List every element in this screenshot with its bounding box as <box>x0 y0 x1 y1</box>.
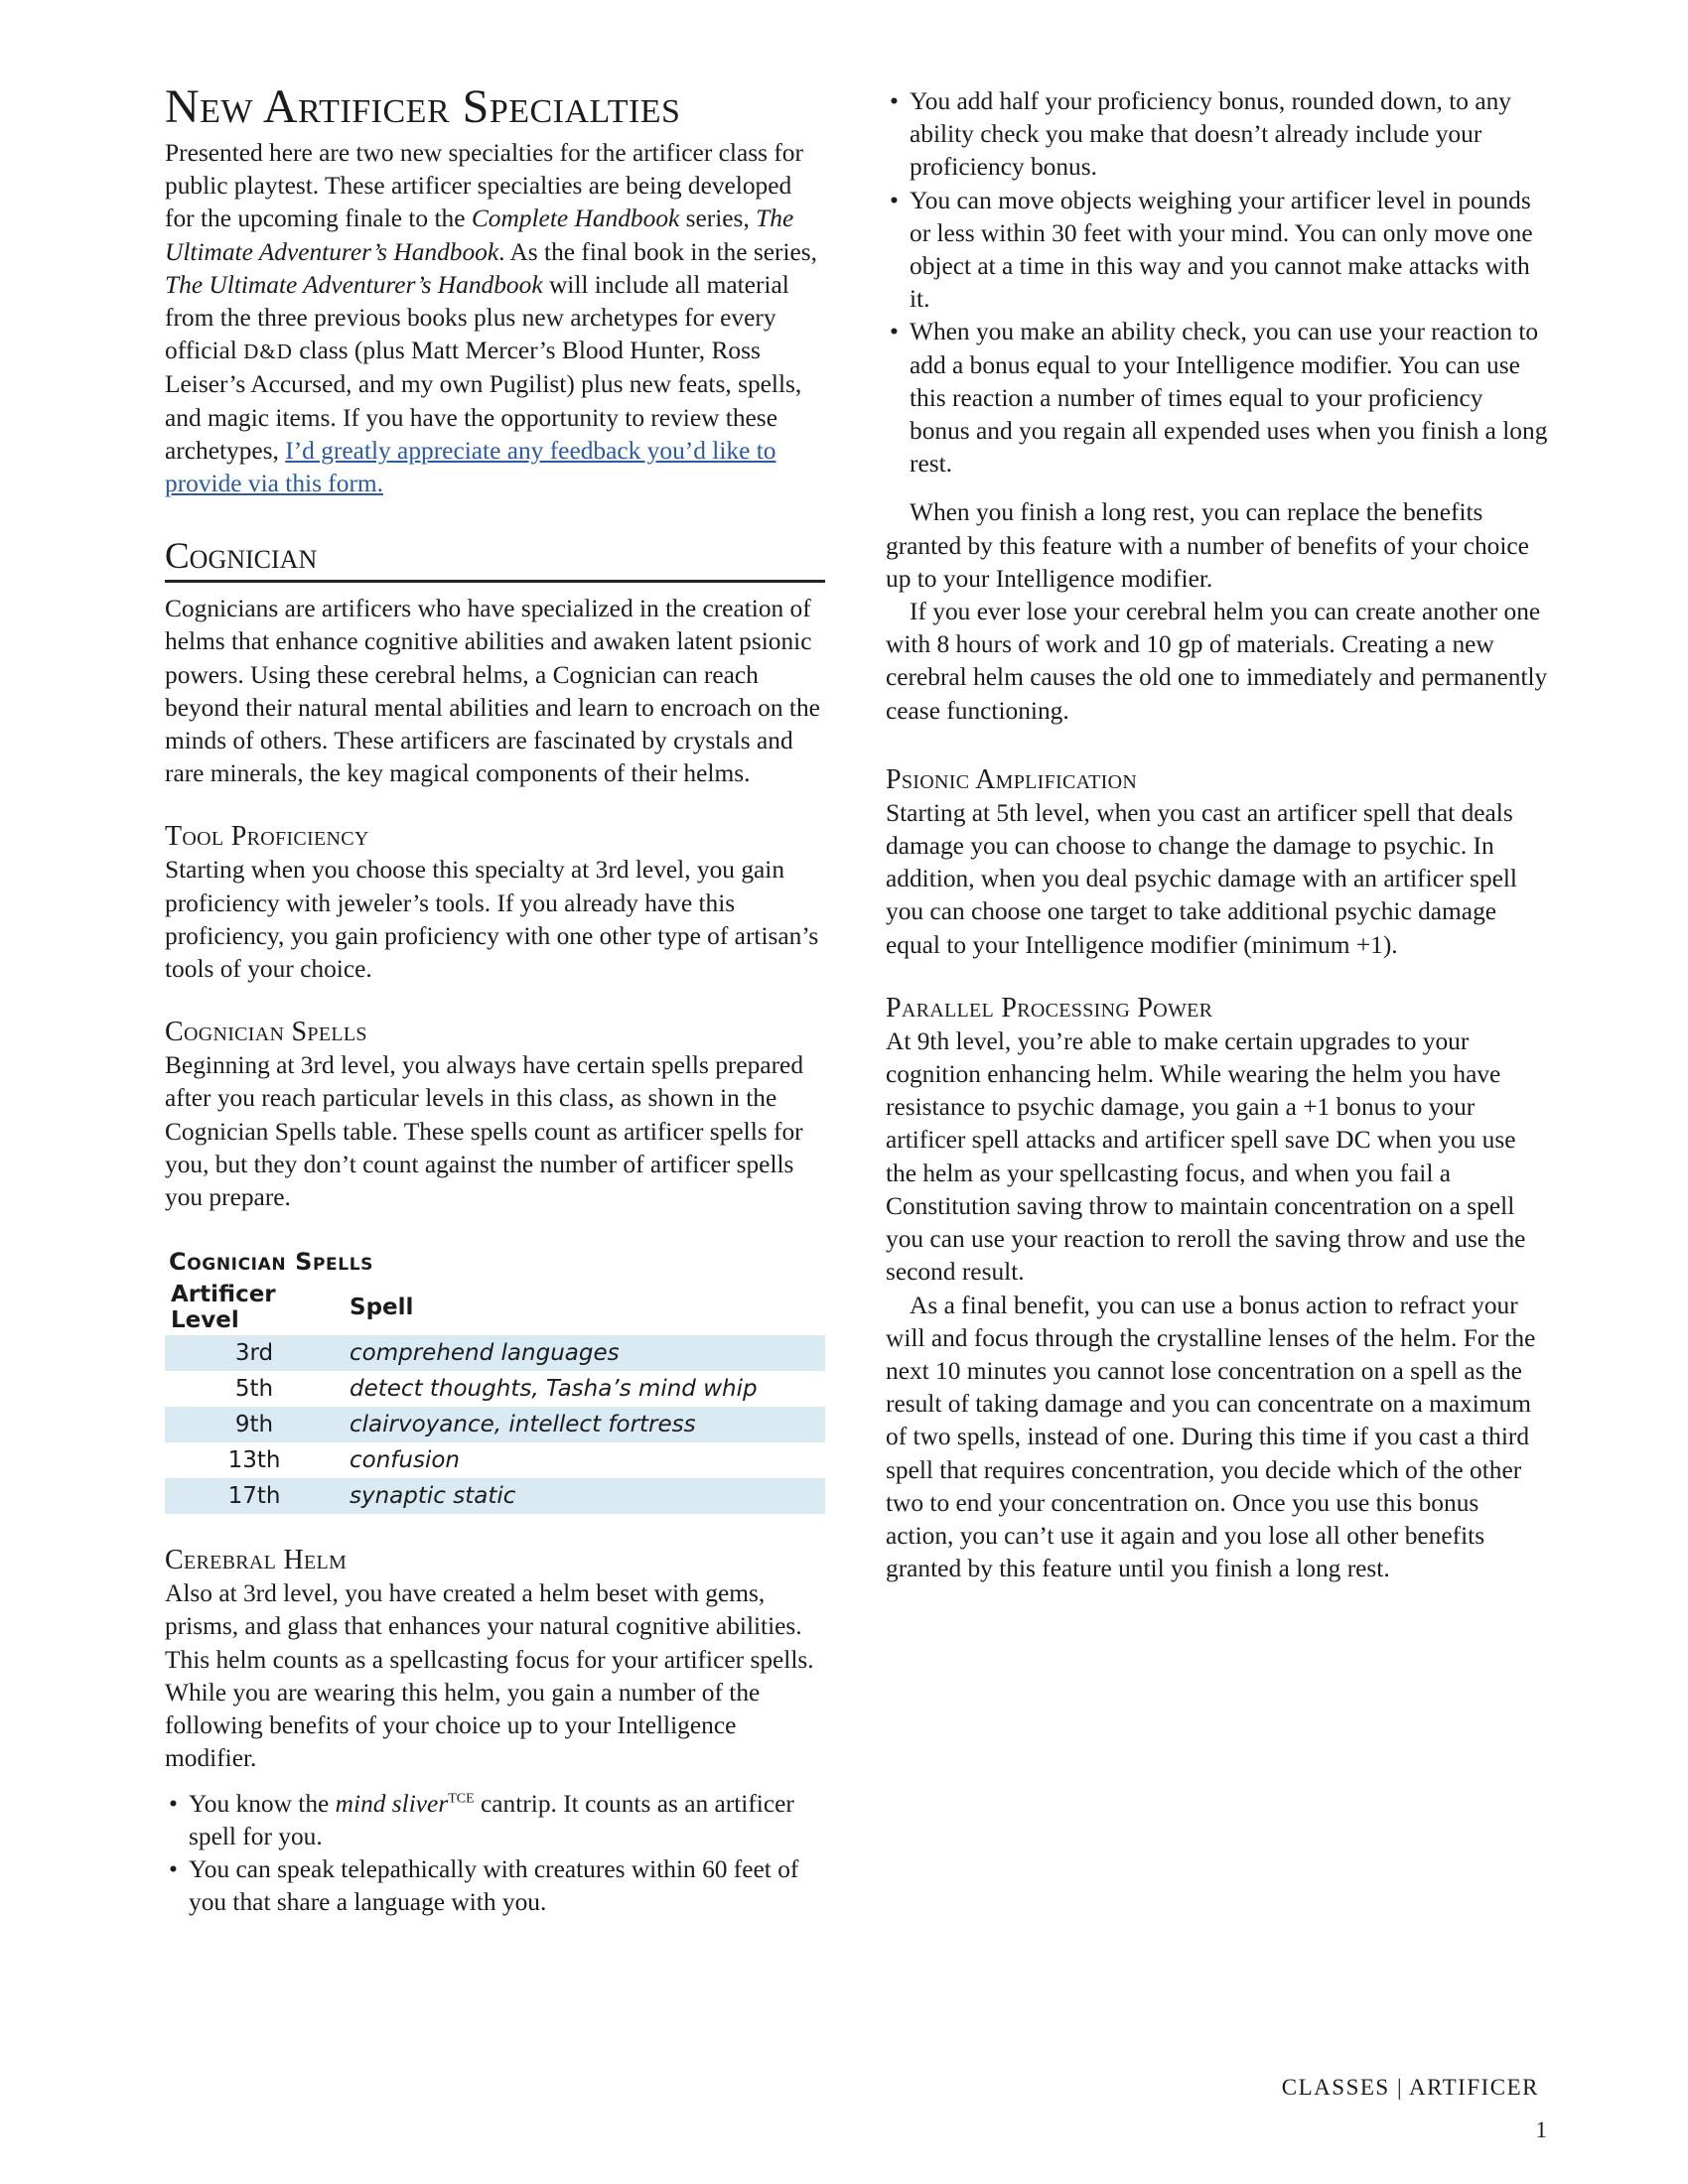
psionic-amplification-text: Starting at 5th level, when you cast an artificer spell that deals damage you can choose to change the damage to psychic. In addition, when you deal psychic damage with an artificer spell you can choose one target to take additional psychic damage equal to your Intelligence modifier (minimum +1). <box>886 798 1517 959</box>
cognician-spells-text: Beginning at 3rd level, you always have certain spells prepared after you reach particular levels in this class, as shown in the Cognician Spells table. These spells count as artificer spells for you, but they don’t count against the number of artificer spells you prepare. <box>165 1051 804 1212</box>
right-column <box>886 85 1549 1585</box>
row-level: 13th <box>227 1447 281 1474</box>
page-number: 1 <box>1535 2117 1547 2142</box>
row-level: 17th <box>165 1478 344 1514</box>
cognician-description: Cognicians are artificers who have specialized in the creation of helms that enhance cognitive abilities and awaken latent psionic powers. Using these cerebral helms, a Cognician can reach beyond their natural mental abilities and learn to encroach on the minds of others. These artificers are fascinated by crystals and rare minerals, the key magical components of their helms. <box>165 595 820 788</box>
bullet-icon: • <box>169 1854 178 1883</box>
list-item: • When you make an ability check, you can use your reaction to add a bonus equal to your Intelligence modifier. You can use this reaction a number of times equal to your proficiency bonus and you regain all expended uses when you finish a long rest. <box>890 318 1548 478</box>
bullet-icon: • <box>890 186 899 214</box>
parallel-processing-text: At 9th level, you’re able to make certain upgrades to your cognition enhancing helm. While wearing the helm you have resistance to psychic damage, you gain a +1 bonus to your artificer spell attacks and artificer spell save DC when you use the helm as your spellcasting focus, and when you fail a Constitution saving throw to maintain concentration on a spell you can use your reaction to reroll the saving throw and use the second result. <box>886 1026 1526 1287</box>
list-item: • You add half your proficiency bonus, rounded down, to any ability check you make that doesn’t already include your proficiency bonus. <box>890 87 1511 182</box>
feedback-form-link[interactable]: I’d greatly appreciate any feedback you’d like to provide via this form. <box>165 436 776 498</box>
list-item: • You know the mind sliver$^{TCE}$ cantrip. It counts as an artificer spell for you. <box>169 1789 794 1850</box>
row-spell: detect thoughts, Tasha’s mind whip <box>350 1376 758 1403</box>
row-spell: clairvoyance, intellect fortress <box>344 1407 825 1442</box>
table-row <box>165 1371 825 1407</box>
cognician-spells-table <box>165 1280 825 1514</box>
cognician-heading: Cognician <box>165 536 825 583</box>
column-header-spell: Spell <box>350 1295 414 1321</box>
column-header-level: Artificer Level <box>171 1282 276 1334</box>
psionic-amplification-heading: Psionic Amplification <box>886 763 1138 795</box>
cerebral-helm-text: Also at 3rd level, you have created a helm beset with gems, prisms, and glass that enhances your natural cognitive abilities. This helm counts as a spellcasting focus for your artificer spells. While you are wearing this helm, you gain a number of the following benefits of your choice up to your Intelligence modifier. <box>165 1579 814 1773</box>
helm-replace-text: When you finish a long rest, you can replace the benefits granted by this feature with a number of benefits of your choice up to your Intelligence modifier. <box>886 498 1529 593</box>
table-row <box>165 1478 825 1514</box>
left-column <box>165 79 825 1919</box>
parallel-processing-heading: Parallel Processing Power <box>886 992 1213 1024</box>
parallel-processing-bonus-text: As a final benefit, you can use a bonus action to refract your will and focus through the crystalline lenses of the helm. For the next 10 minutes you cannot lose concentration on a spell as the result of taking damage and you can concentrate on a maximum of two spells, instead of one. During this time if you cast a third spell that requires concentration, you decide which of the other two to end your concentration on. Once you use this bonus action, you can’t use it again and you lose all other benefits granted by this feature until you finish a long rest. <box>886 1291 1536 1583</box>
intro-paragraph: Presented here are two new specialties for the artificer class for public playtest. These artificer specialties are being developed for the upcoming finale to the Complete Handbook series, The Ultimate Adventurer’s Handbook. As the final book in the series, The Ultimate Adventurer’s Handbook will include all material from the three previous books plus new archetypes for every official D&D class (plus Matt Mercer’s Blood Hunter, Ross Leiser’s Accursed, and my own Pugilist) plus new feats, spells, and magic items. If you have the opportunity to review these archetypes, I’d greatly appreciate any feedback you’d like to provide via this form. <box>165 139 818 498</box>
tool-proficiency-heading: Tool Proficiency <box>165 821 369 853</box>
bullet-icon: • <box>890 318 899 346</box>
list-item: • You can speak telepathically with creatures within 60 feet of you that share a language with you. <box>169 1854 799 1917</box>
table-row <box>165 1442 825 1478</box>
row-level: 5th <box>234 1376 274 1403</box>
page-title: New Artificer Specialties <box>165 80 681 133</box>
helm-lost-text: If you ever lose your cerebral helm you can create another one with 8 hours of work and 10 gp of materials. Creating a new cerebral helm causes the old one to immediately and permanently cease functioning. <box>886 598 1548 725</box>
bullet-icon: • <box>169 1789 178 1818</box>
row-level: 3rd <box>165 1335 344 1371</box>
cognician-spells-heading: Cognician Spells <box>165 1017 367 1048</box>
tool-proficiency-text: Starting when you choose this specialty at 3rd level, you gain proficiency with jeweler’s tools. If you already have this proficiency, you gain proficiency with one other type of artisan’s tools of your choice. <box>165 856 819 984</box>
row-spell: confusion <box>350 1447 460 1474</box>
row-spell: comprehend languages <box>344 1335 825 1371</box>
helm-benefits-list-b <box>886 85 1549 480</box>
table-row <box>165 1335 825 1371</box>
running-footer: CLASSES | ARTIFICER <box>1281 2075 1539 2100</box>
row-spell: synaptic static <box>344 1478 825 1514</box>
row-level: 9th <box>165 1407 344 1442</box>
list-item: • You can move objects weighing your artificer level in pounds or less within 30 feet with your mind. You can only move one object at a time in this way and you cannot make attacks with it. <box>890 186 1533 314</box>
bullet-icon: • <box>890 87 899 115</box>
cerebral-helm-heading: Cerebral Helm <box>165 1545 348 1576</box>
table-row <box>165 1407 825 1442</box>
spells-table-title: Cognician Spells <box>169 1248 373 1277</box>
helm-benefits-list-a <box>165 1788 825 1920</box>
